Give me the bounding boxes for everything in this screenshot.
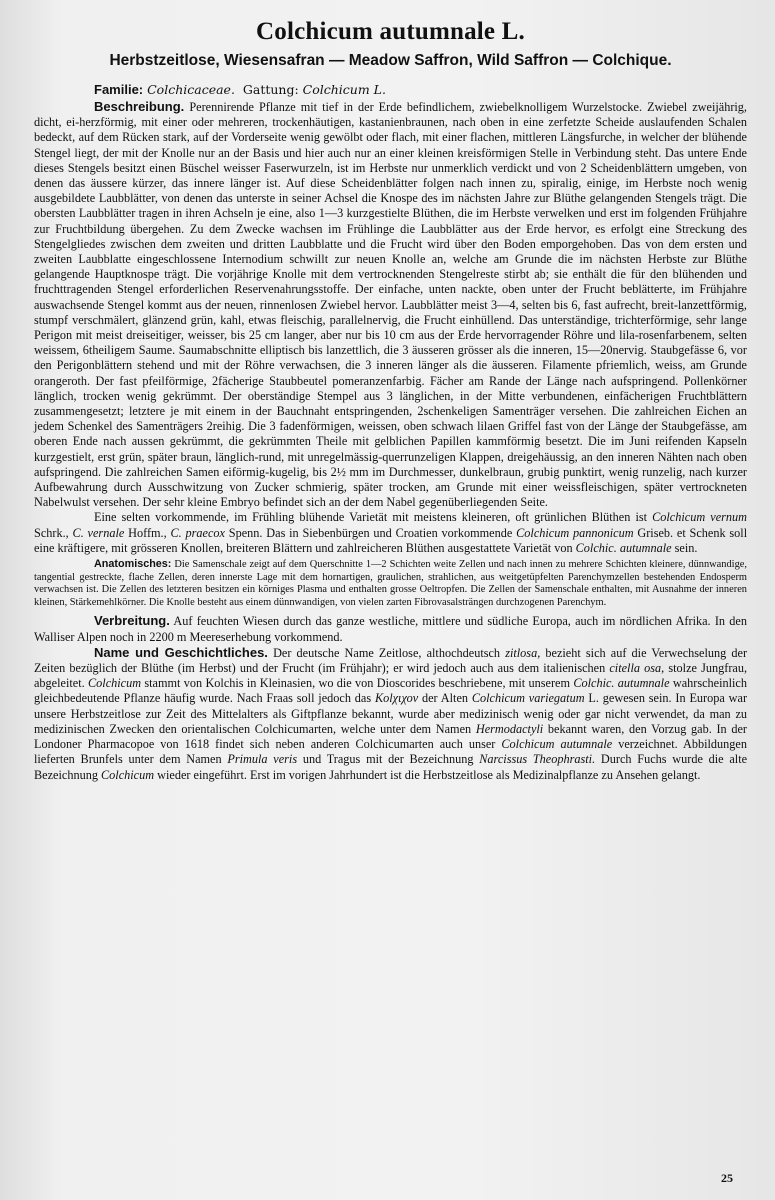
species-autumnale-ref: Colchic. autumnale bbox=[575, 540, 672, 555]
varietaet-end: sein. bbox=[674, 540, 698, 555]
name-text-11: Durch Fuchs wurde die alte Bezeichnung bbox=[34, 752, 748, 782]
name-text-1: Der deutsche Name Zeitlose, althochdeutsch bbox=[273, 645, 501, 660]
term-hermodactyli: Hermodactyli bbox=[475, 721, 544, 736]
beschreibung-heading: Beschreibung. bbox=[94, 99, 185, 114]
vernale-author: Hoffm., bbox=[128, 525, 167, 540]
name-section bbox=[34, 645, 747, 783]
beschreibung-text: Perennirende Pflanze mit tief in der Erde befindlichem, zwiebelknolligem Wurzelstocke. Zwiebel zweijährig, dicht, ei-herzförmig, mit einer oder mehreren, trockenhäutigen, kastanienbraunen, nach oben in eine zerfetzte Scheide auslaufenden Schalen bedeckt, auf dem Rücken stark, auf der Vorderseite wenig gewölbt oder flach, mit einer flachen, mittleren Längsfurche, in welcher der blühende Stengel liegt, der mit der Knolle nur an der Basis und hier auch nur an einer kleinen kreisförmigen Stelle in Verbindung steht. Das untere Ende dieses Stengels besitzt einen Büschel weisser Faserwurzeln, ist im Herbste nur unmerklich verdickt und von 2 Scheidenblättern umgeben, von denen das äussere kürzer, das innere länger ist. Auf diese Scheidenblätter folgen nach innen zu, spiralig, einige, im Herbste noch wenig ausgebildete Laubblätter, von denen das unterste in seiner Achsel die Knospe des im nächsten Jahre zur Blüthe gelangenden Stengels trägt. Die obersten Laubblätter tragen in ihren Achseln je eine, also 1—3 kurzgestielte Blüthen, die im Herbste verwelken und erst im folgenden Frühjahre zur Fruchtbildung übergehen. Zu dem Zwecke wachsen im Frühlinge die Laubblätter aus der Erde hervor, es erfolgt eine Streckung des Stengelgliedes zwischen dem zweiten und dritten Laubblatte und die Frucht wird über den Boden emporgehoben. Das von dem ersten und zweiten Laubblatte eingeschlossene Internodium schwillt zur neuen Knolle an, welche am Grunde die im nächsten Herbste zur Blüthe gelangende Hauptknospe trägt. Die vorjährige Knolle mit dem vertrocknenden Stengelreste stirbt ab; sie enthält die für den blühenden und fruchttragenden Stengel erforderlichen Reservenahrungsstoffe. Der einfache, unten nackte, oben unter der Frucht beblätterte, im Frühjahre auswachsende Stengel kommt aus der neuen, rinnenlosen Zwiebel hervor. Laubblätter meist 3—4, selten bis 6, fast aufrecht, breit-lanzettförmig, stumpf verschmälert, glänzend grün, kahl, etwas fleischig, parallelnervig, die Frucht einhüllend. Das unterständige, trichterförmige, sehr lange Perigon mit meist dreiseitiger, weisser, bis 25 cm langer, aber nur bis 10 cm aus der Erde hervorragender Röhre und lila-rosenfarbenem, selten weissem, 6theiligem Saume. Saumabschnitte elliptisch bis lanzettlich, die 3 äusseren grösser als die inneren, 15—20nervig. Staubgefässe 6, vor den Perigonblättern stehend und mit der Röhre verwachsen, die 3 inneren länger als die äusseren. Filamente pfriemlich, weiss, am Grunde orangeroth. Der fast pfeilförmige, 2fächerige Staubbeutel pomeranzenfarbig. Fächer am Rande der Länge nach aufspringend. Pollenkörner länglich, trocken wenig gekrümmt. Der oberständige Stempel aus 3 länglichen, in der Mitte verbundenen, einfächerigen Fruchtblättern zusammengesetzt; letztere je mit einem in der Bauchnaht entspringenden, 2schenkeligen Samenträger versehen. Die zahlreichen Eichen an jedem Schenkel des Samenträgers 2reihig. Die 3 fadenförmigen, weissen, oben schwach lilaen Griffel fast von der Länge der Staubgefässe, am oberen Ende nach aussen gekrümmt, die gekrümmten Theile mit gelblichen Papillen kammförmig besetzt. Die im Juni reifenden Kapseln kurzgestielt, erst grün, später braun, länglich-rund, mit unregelmässig-querrunzeligen Klappen, dreigehäussig, an den inneren Nähten nach oben aufspringend. Die zahlreichen Samen eiförmig-kugelig, bis 2½ mm im Durchmesser, dunkelbraun, grubig punktirt, wenig runzelig, nach kurzer Aufbewahrung durch Ausschwitzung von Zucker schmierig, später trocken, am Grunde mit einer weissfleischigen, später vertrockneten Nabelwulst versehen. Der sehr kleine Embryo befindet sich an der dem Nabel gegenüberliegenden Seite. bbox=[34, 100, 747, 510]
name-text-2: bezieht sich auf die Verwechselung der Zeiten bezüglich der Blüthe (im Herbst) und der Frucht (im Frühjahr); er wird jedoch auch aus dem italienischen bbox=[34, 645, 748, 676]
anatomisches-heading: Anatomisches: bbox=[94, 558, 172, 571]
name-text-8: bekannt waren, den Vorzug gab. In der Londoner Pharmacopoe von 1618 findet sich neben anderen Colchicumarten auch unser bbox=[34, 721, 747, 752]
term-colchicum-autumnale: Colchicum autumnale bbox=[501, 737, 613, 752]
name-heading: Name und Geschichtliches. bbox=[94, 644, 268, 660]
pannonicum-text: Griseb. et Schenk soll eine kräftigere, mit grösseren Knollen, breiteren Blättern und zahlreicheren Blüthen ausgestattete Varietät von bbox=[34, 525, 748, 555]
term-citella: citella osa, bbox=[609, 661, 665, 676]
varietaet-intro: Eine selten vorkommende, im Frühling blühende Varietät mit meistens kleineren, oft grünlichen Blüthen ist bbox=[94, 510, 648, 525]
name-text-7: L. gewesen sein. In Europa war unsere Herbstzeitlose zur Zeit des Mittelalters als Giftpflanze bekannt, wurde aber medizinisch wenig oder gar nicht verwendet, da man zu medizinischen Zwecken den orientalischen Colchicumarten, welche unter dem Namen bbox=[34, 691, 748, 736]
beschreibung-section bbox=[34, 99, 747, 556]
name-text-9: verzeichnet. Abbildungen lieferten Brunfels unter dem Namen bbox=[34, 737, 747, 767]
praecox-author: Spenn. Das in Siebenbürgen und Croatien vorkommende bbox=[228, 525, 513, 540]
familie-value: Colchicaceae. bbox=[147, 82, 235, 97]
term-kolchikon: Kolχιχον bbox=[374, 691, 419, 706]
species-pannonicum: Colchicum pannonicum bbox=[516, 525, 634, 540]
common-names: Herbstzeitlose, Wiesensafran — Meadow Saffron, Wild Saffron — Colchique. bbox=[109, 52, 672, 69]
page-number: 25 bbox=[721, 1171, 733, 1185]
vernum-author: Schrk., bbox=[34, 525, 69, 540]
anatomisches-text: Die Samenschale zeigt auf dem Querschnitte 1—2 Schichten weite Zellen und nach innen zu mehrere Schichten kleinere, dünnwandige, tangential gestreckte, flache Zellen, deren innerste Lage mit dem hornartigen, graulichen, strahlichen, aus weitgetüpfelten Parenchymzellen bestehenden Endosperm verwachsen ist. Die Zellen des letzteren besitzen ein körniges Plasma und enthalten grosse Oeltropfen. Die Zellen der Samenschale enthalten, mit Ausnahme der inneren kleinen, Stärkemehlkörner. Die Knolle besteht aus einem dünnwandigen, von vielen zarten Fibrovasalsträngen durchzogenen Parenchym. bbox=[34, 559, 747, 608]
term-variegatum: Colchicum variegatum bbox=[471, 691, 585, 706]
species-vernale: C. vernale bbox=[72, 525, 125, 540]
varietaet-paragraph bbox=[34, 510, 747, 556]
verbreitung-heading: Verbreitung. bbox=[94, 613, 170, 629]
term-colchic-autumnale: Colchic. autumnale bbox=[573, 676, 670, 691]
species-vernum: Colchicum vernum bbox=[652, 510, 748, 525]
gattung-value: Colchicum L. bbox=[302, 82, 386, 97]
familie-label: Familie: bbox=[94, 82, 144, 97]
verbreitung-section bbox=[34, 613, 747, 644]
verbreitung-text: Auf feuchten Wiesen durch das ganze westliche, mittlere und südliche Europa, auch im nördlichen Afrika. In den Walliser Alpen noch in 2200 m Meereserhebung vorkommend. bbox=[34, 614, 747, 644]
anatomisches-section bbox=[34, 558, 747, 609]
term-colchicum: Colchicum bbox=[88, 676, 142, 691]
name-text-12: wieder eingeführt. Erst im vorigen Jahrhundert ist die Herbstzeitlose als Medizinalpflanze zu Ansehen gelangt. bbox=[157, 767, 701, 782]
term-zitlosa: zitlosa, bbox=[505, 645, 541, 660]
page-title: Colchicum autumnale L. bbox=[256, 18, 525, 45]
name-text-3: stolze Jungfrau, abgeleitet. bbox=[34, 661, 748, 691]
name-text-6: der Alten bbox=[422, 691, 469, 706]
term-primula: Primula veris bbox=[227, 752, 298, 767]
name-text-5: wahrscheinlich gleichbedeutende Pflanze häufig wurde. Nach Fraas soll jedoch das bbox=[34, 676, 747, 706]
gattung-label: Gattung: bbox=[242, 82, 299, 97]
name-text-10: und Tragus mit der Bezeichnung bbox=[302, 752, 474, 767]
taxonomy-line bbox=[94, 82, 747, 97]
species-praecox: C. praecox bbox=[170, 525, 225, 540]
term-colchicum-2: Colchicum bbox=[101, 767, 155, 782]
term-narcissus: Narcissus Theophrasti. bbox=[479, 752, 596, 767]
name-text-4: stammt von Kolchis in Kleinasien, wo die von Dioscorides beschriebene, mit unserem bbox=[144, 676, 571, 691]
